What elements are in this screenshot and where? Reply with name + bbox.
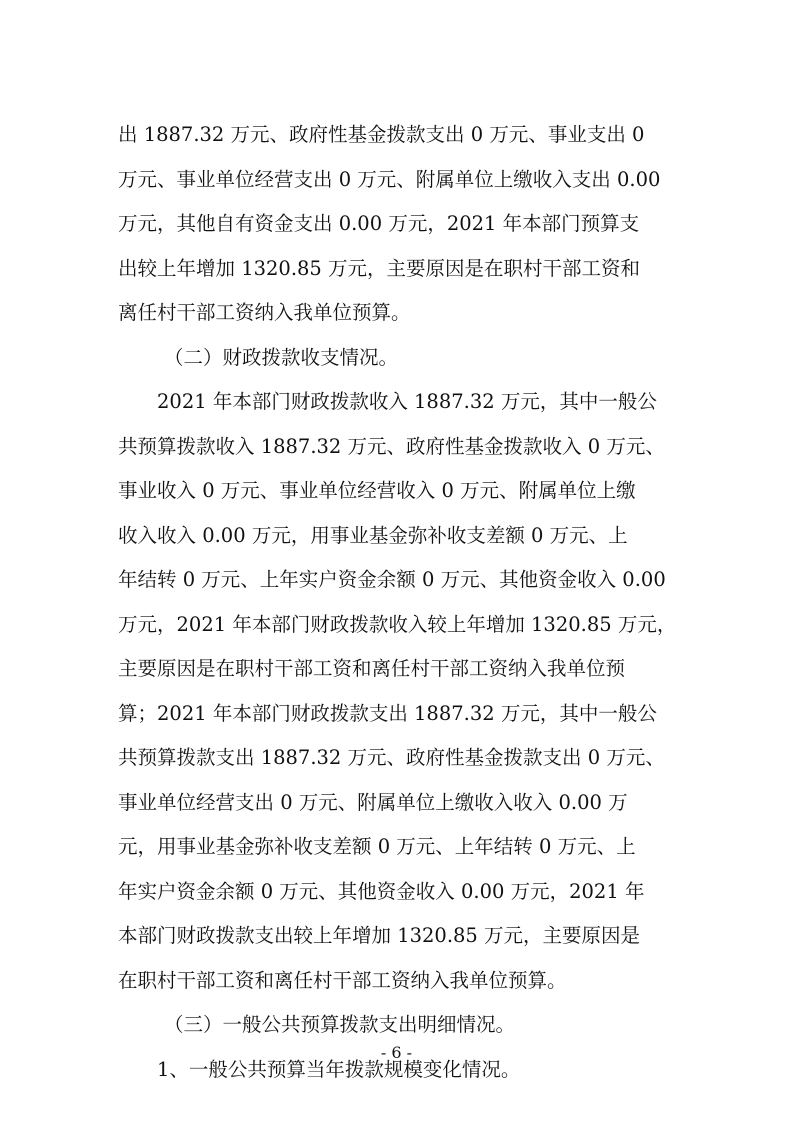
- paragraph-line: 算；2021 年本部门财政拨款支出 1887.32 万元，其中一般公: [118, 701, 657, 725]
- section-heading: （三）一般公共预算拨款支出明细情况。: [164, 1013, 516, 1036]
- body-text: [118, 113, 686, 1092]
- paragraph-line: 元，用事业基金弥补收支差额 0 万元、上年结转 0 万元、上: [118, 835, 636, 858]
- paragraph-line: 出 1887.32 万元、政府性基金拨款支出 0 万元、事业支出 0: [118, 123, 645, 146]
- paragraph-line: 出较上年增加 1320.85 万元，主要原因是在职村干部工资和: [118, 256, 641, 280]
- paragraph-line: 事业单位经营支出 0 万元、附属单位上缴收入收入 0.00 万: [118, 790, 628, 814]
- paragraph-line: 本部门财政拨款支出较上年增加 1320.85 万元，主要原因是: [118, 924, 641, 947]
- section-heading: （二）财政拨款收支情况。: [164, 345, 399, 369]
- paragraph-line: 主要原因是在职村干部工资和离任村干部工资纳入我单位预: [118, 657, 626, 680]
- page-number: - 6 -: [380, 1043, 413, 1062]
- paragraph-line: 收入收入 0.00 万元，用事业基金弥补收支差额 0 万元、上: [118, 523, 628, 547]
- paragraph-line: 离任村干部工资纳入我单位预算。: [118, 301, 411, 324]
- paragraph-line: 在职村干部工资和离任村干部工资纳入我单位预算。: [118, 968, 567, 992]
- paragraph-line: 共预算拨款支出 1887.32 万元、政府性基金拨款支出 0 万元、: [118, 746, 665, 769]
- paragraph-line: 年实户资金余额 0 万元、其他资金收入 0.00 万元，2021 年: [118, 879, 645, 903]
- paragraph-line: 万元、事业单位经营支出 0 万元、附属单位上缴收入支出 0.00: [118, 167, 661, 191]
- paragraph-line: 2021 年本部门财政拨款收入 1887.32 万元，其中一般公: [157, 390, 657, 413]
- paragraph-line: 万元，2021 年本部门财政拨款收入较上年增加 1320.85 万元，: [118, 612, 677, 636]
- paragraph-line: 共预算拨款收入 1887.32 万元、政府性基金拨款收入 0 万元、: [118, 434, 665, 458]
- paragraph-line: 年结转 0 万元、上年实户资金余额 0 万元、其他资金收入 0.00: [118, 568, 666, 591]
- paragraph-line: 事业收入 0 万元、事业单位经营收入 0 万元、附属单位上缴: [118, 479, 636, 502]
- subsection-heading: 1、一般公共预算当年拨款规模变化情况。: [157, 1057, 521, 1081]
- paragraph-line: 万元，其他自有资金支出 0.00 万元，2021 年本部门预算支: [118, 212, 640, 235]
